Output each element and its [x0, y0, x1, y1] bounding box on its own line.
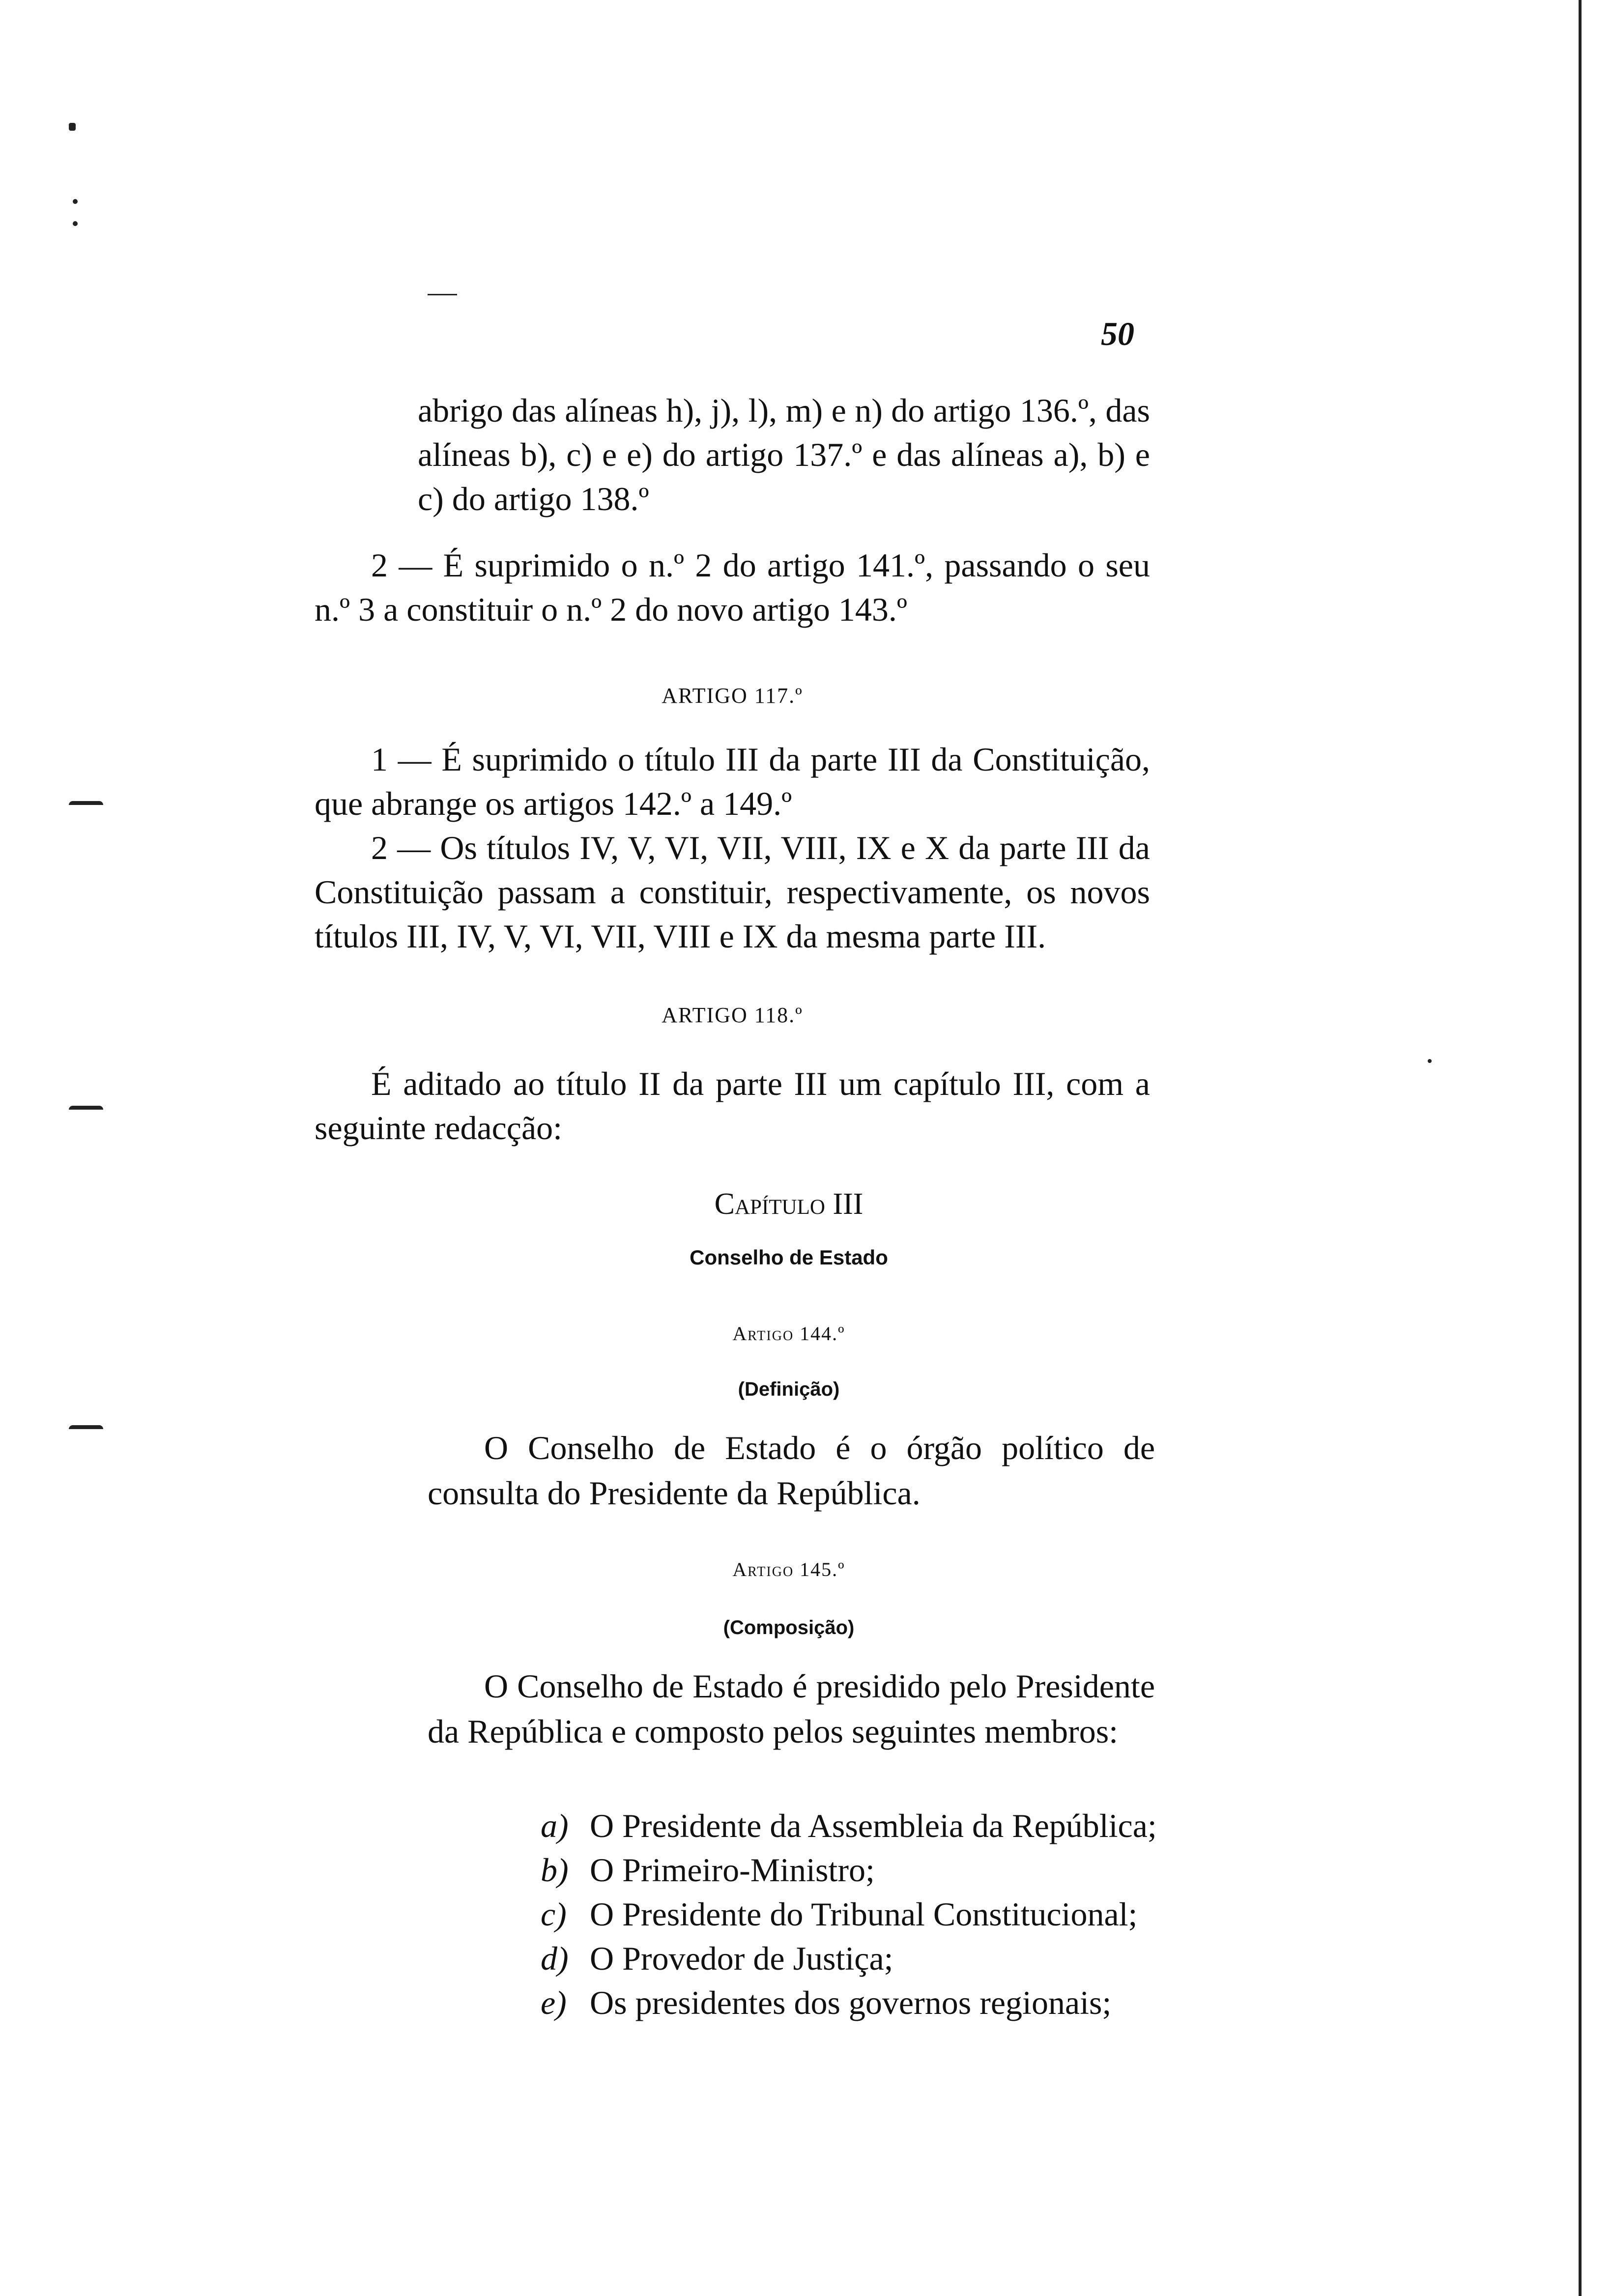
- article-117-heading: ARTIGO 117.º: [662, 684, 803, 708]
- scan-mark: [428, 294, 457, 295]
- list-item-letter: e): [541, 1984, 567, 2021]
- paragraph-continuation: [315, 388, 1150, 521]
- list-item-letter: b): [541, 1851, 569, 1889]
- scan-mark: [69, 1106, 103, 1110]
- paragraph-2: [315, 543, 1150, 631]
- list-item-text: Os presidentes dos governos regionais;: [590, 1984, 1112, 2021]
- page-number: 50: [1101, 315, 1134, 352]
- article-144-heading: Artigo 144.º: [732, 1322, 845, 1345]
- list-item: [541, 1936, 1165, 1980]
- page-edge-line: [1579, 0, 1582, 2296]
- scan-mark: [69, 1425, 103, 1429]
- list-item: [541, 1980, 1165, 2025]
- article-145-body: [428, 1664, 1155, 1754]
- scan-mark: [73, 199, 78, 204]
- list-item-letter: d): [541, 1940, 569, 1977]
- members-list: [541, 1804, 1165, 2025]
- list-item-text: O Provedor de Justiça;: [590, 1940, 893, 1977]
- paragraph-text: abrigo das alíneas h), j), l), m) e n) do artigo 136.º, das alíneas b), c) e e) do artigo 137.º e das alíneas a), b) e c) do artigo 138.º: [418, 392, 1150, 517]
- article-117-body: [315, 737, 1150, 958]
- scan-mark: [1428, 1059, 1432, 1063]
- list-item: [541, 1804, 1165, 1848]
- list-item-text: O Primeiro-Ministro;: [590, 1851, 875, 1889]
- article-118-heading: ARTIGO 118.º: [662, 1003, 803, 1027]
- list-item-text: O Presidente do Tribunal Constitucional;: [590, 1895, 1138, 1933]
- paragraph-text: 2 — Os títulos IV, V, VI, VII, VIII, IX e X da parte III da Constituição passam a constituir, respectivamente, os novos títulos III, IV, V, VI, VII, VIII e IX da mesma parte III.: [315, 829, 1150, 955]
- article-144-body: [428, 1425, 1155, 1516]
- article-144-subtitle: (Definição): [738, 1378, 840, 1400]
- list-item-letter: c): [541, 1895, 567, 1933]
- list-item: [541, 1892, 1165, 1936]
- article-145-subtitle: (Composição): [723, 1617, 855, 1638]
- paragraph-text: O Conselho de Estado é presidido pelo Presidente da República e composto pelos seguintes membros:: [428, 1667, 1155, 1750]
- scan-mark: [69, 123, 76, 131]
- article-118-body: [315, 1062, 1150, 1150]
- list-item-letter: a): [541, 1807, 569, 1844]
- scan-mark: [73, 221, 78, 226]
- chapter-title: Conselho de Estado: [690, 1246, 888, 1269]
- list-item-text: O Presidente da Assembleia da República;: [590, 1807, 1157, 1844]
- paragraph-text: 2 — É suprimido o n.º 2 do artigo 141.º, passando o seu n.º 3 a constituir o n.º 2 do novo artigo 143.º: [315, 546, 1150, 628]
- paragraph-text: 1 — É suprimido o título III da parte III da Constituição, que abrange os artigos 142.º a 149.º: [315, 741, 1150, 822]
- list-item: [541, 1848, 1165, 1892]
- paragraph-text: É aditado ao título II da parte III um capítulo III, com a seguinte redacção:: [315, 1065, 1150, 1147]
- chapter-heading: Capítulo III: [714, 1187, 864, 1221]
- paragraph-text: O Conselho de Estado é o órgão político de consulta do Presidente da República.: [428, 1429, 1155, 1512]
- scan-mark: [69, 801, 103, 805]
- article-145-heading: Artigo 145.º: [732, 1558, 845, 1580]
